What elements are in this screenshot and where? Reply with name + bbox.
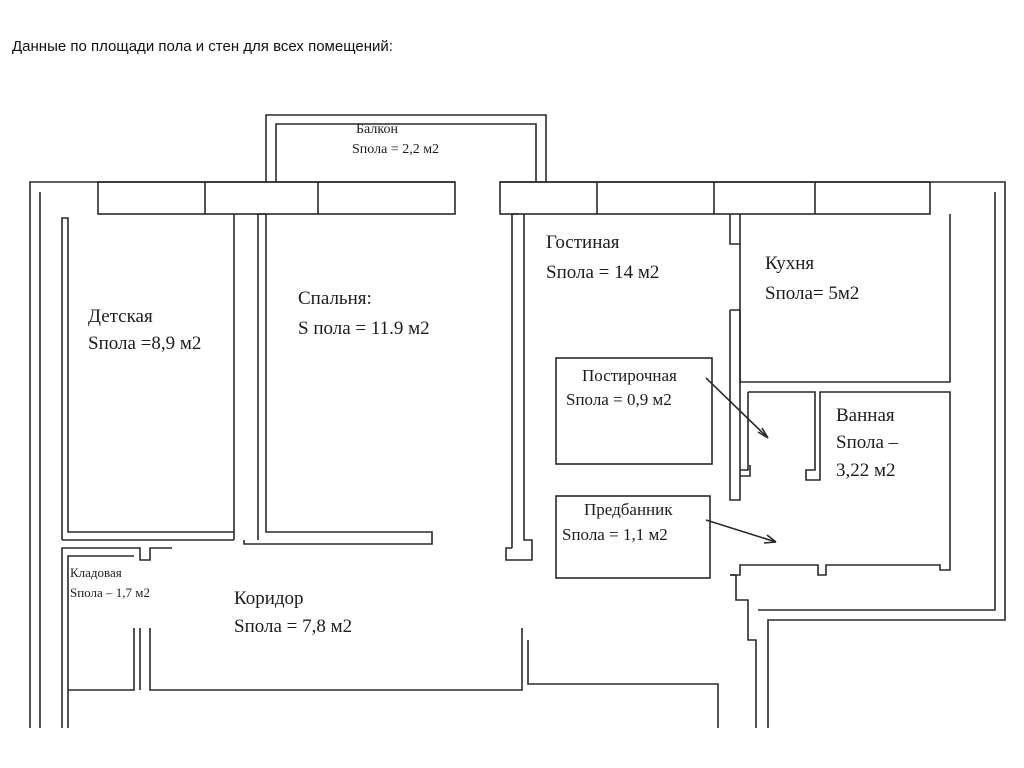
laundry-area: Sпола = 0,9 м2 <box>566 390 672 409</box>
living-room-area: Sпола = 14 м2 <box>546 262 660 283</box>
kitchen-name: Кухня <box>765 253 815 274</box>
storage-area: Sпола – 1,7 м2 <box>70 585 150 600</box>
living-room-name: Гостиная <box>546 232 620 253</box>
storage-name: Кладовая <box>70 565 122 580</box>
anteroom-area: Sпола = 1,1 м2 <box>562 525 668 544</box>
pointer-arrows <box>706 378 776 543</box>
corridor-lower-walls <box>528 575 756 728</box>
corridor-name: Коридор <box>234 588 304 609</box>
nursery-walls <box>62 214 234 540</box>
balcony-area: Sпола = 2,2 м2 <box>352 142 440 157</box>
storage-walls <box>62 548 522 728</box>
balcony-name: Балкон <box>356 122 398 137</box>
living-room-walls <box>506 214 532 560</box>
outer-walls <box>30 182 1005 728</box>
nursery-name: Детская <box>88 306 153 327</box>
anteroom-name: Предбанник <box>584 500 673 519</box>
kitchen-walls <box>730 214 950 500</box>
page-heading: Данные по площади пола и стен для всех помещений: <box>12 38 393 55</box>
laundry-name: Постирочная <box>582 366 677 385</box>
kitchen-area: Sпола= 5м2 <box>765 283 860 304</box>
bathroom-name: Ванная <box>836 405 895 426</box>
corridor-area: Sпола = 7,8 м2 <box>234 616 353 637</box>
bathroom-area-line1: Sпола – <box>836 432 899 453</box>
bathroom-area-line2: 3,22 м2 <box>836 460 896 481</box>
nursery-area: Sпола =8,9 м2 <box>88 333 202 354</box>
bedroom-area: S пола = 11.9 м2 <box>298 318 430 339</box>
bedroom-walls <box>244 214 432 544</box>
bedroom-name: Спальня: <box>298 288 372 309</box>
